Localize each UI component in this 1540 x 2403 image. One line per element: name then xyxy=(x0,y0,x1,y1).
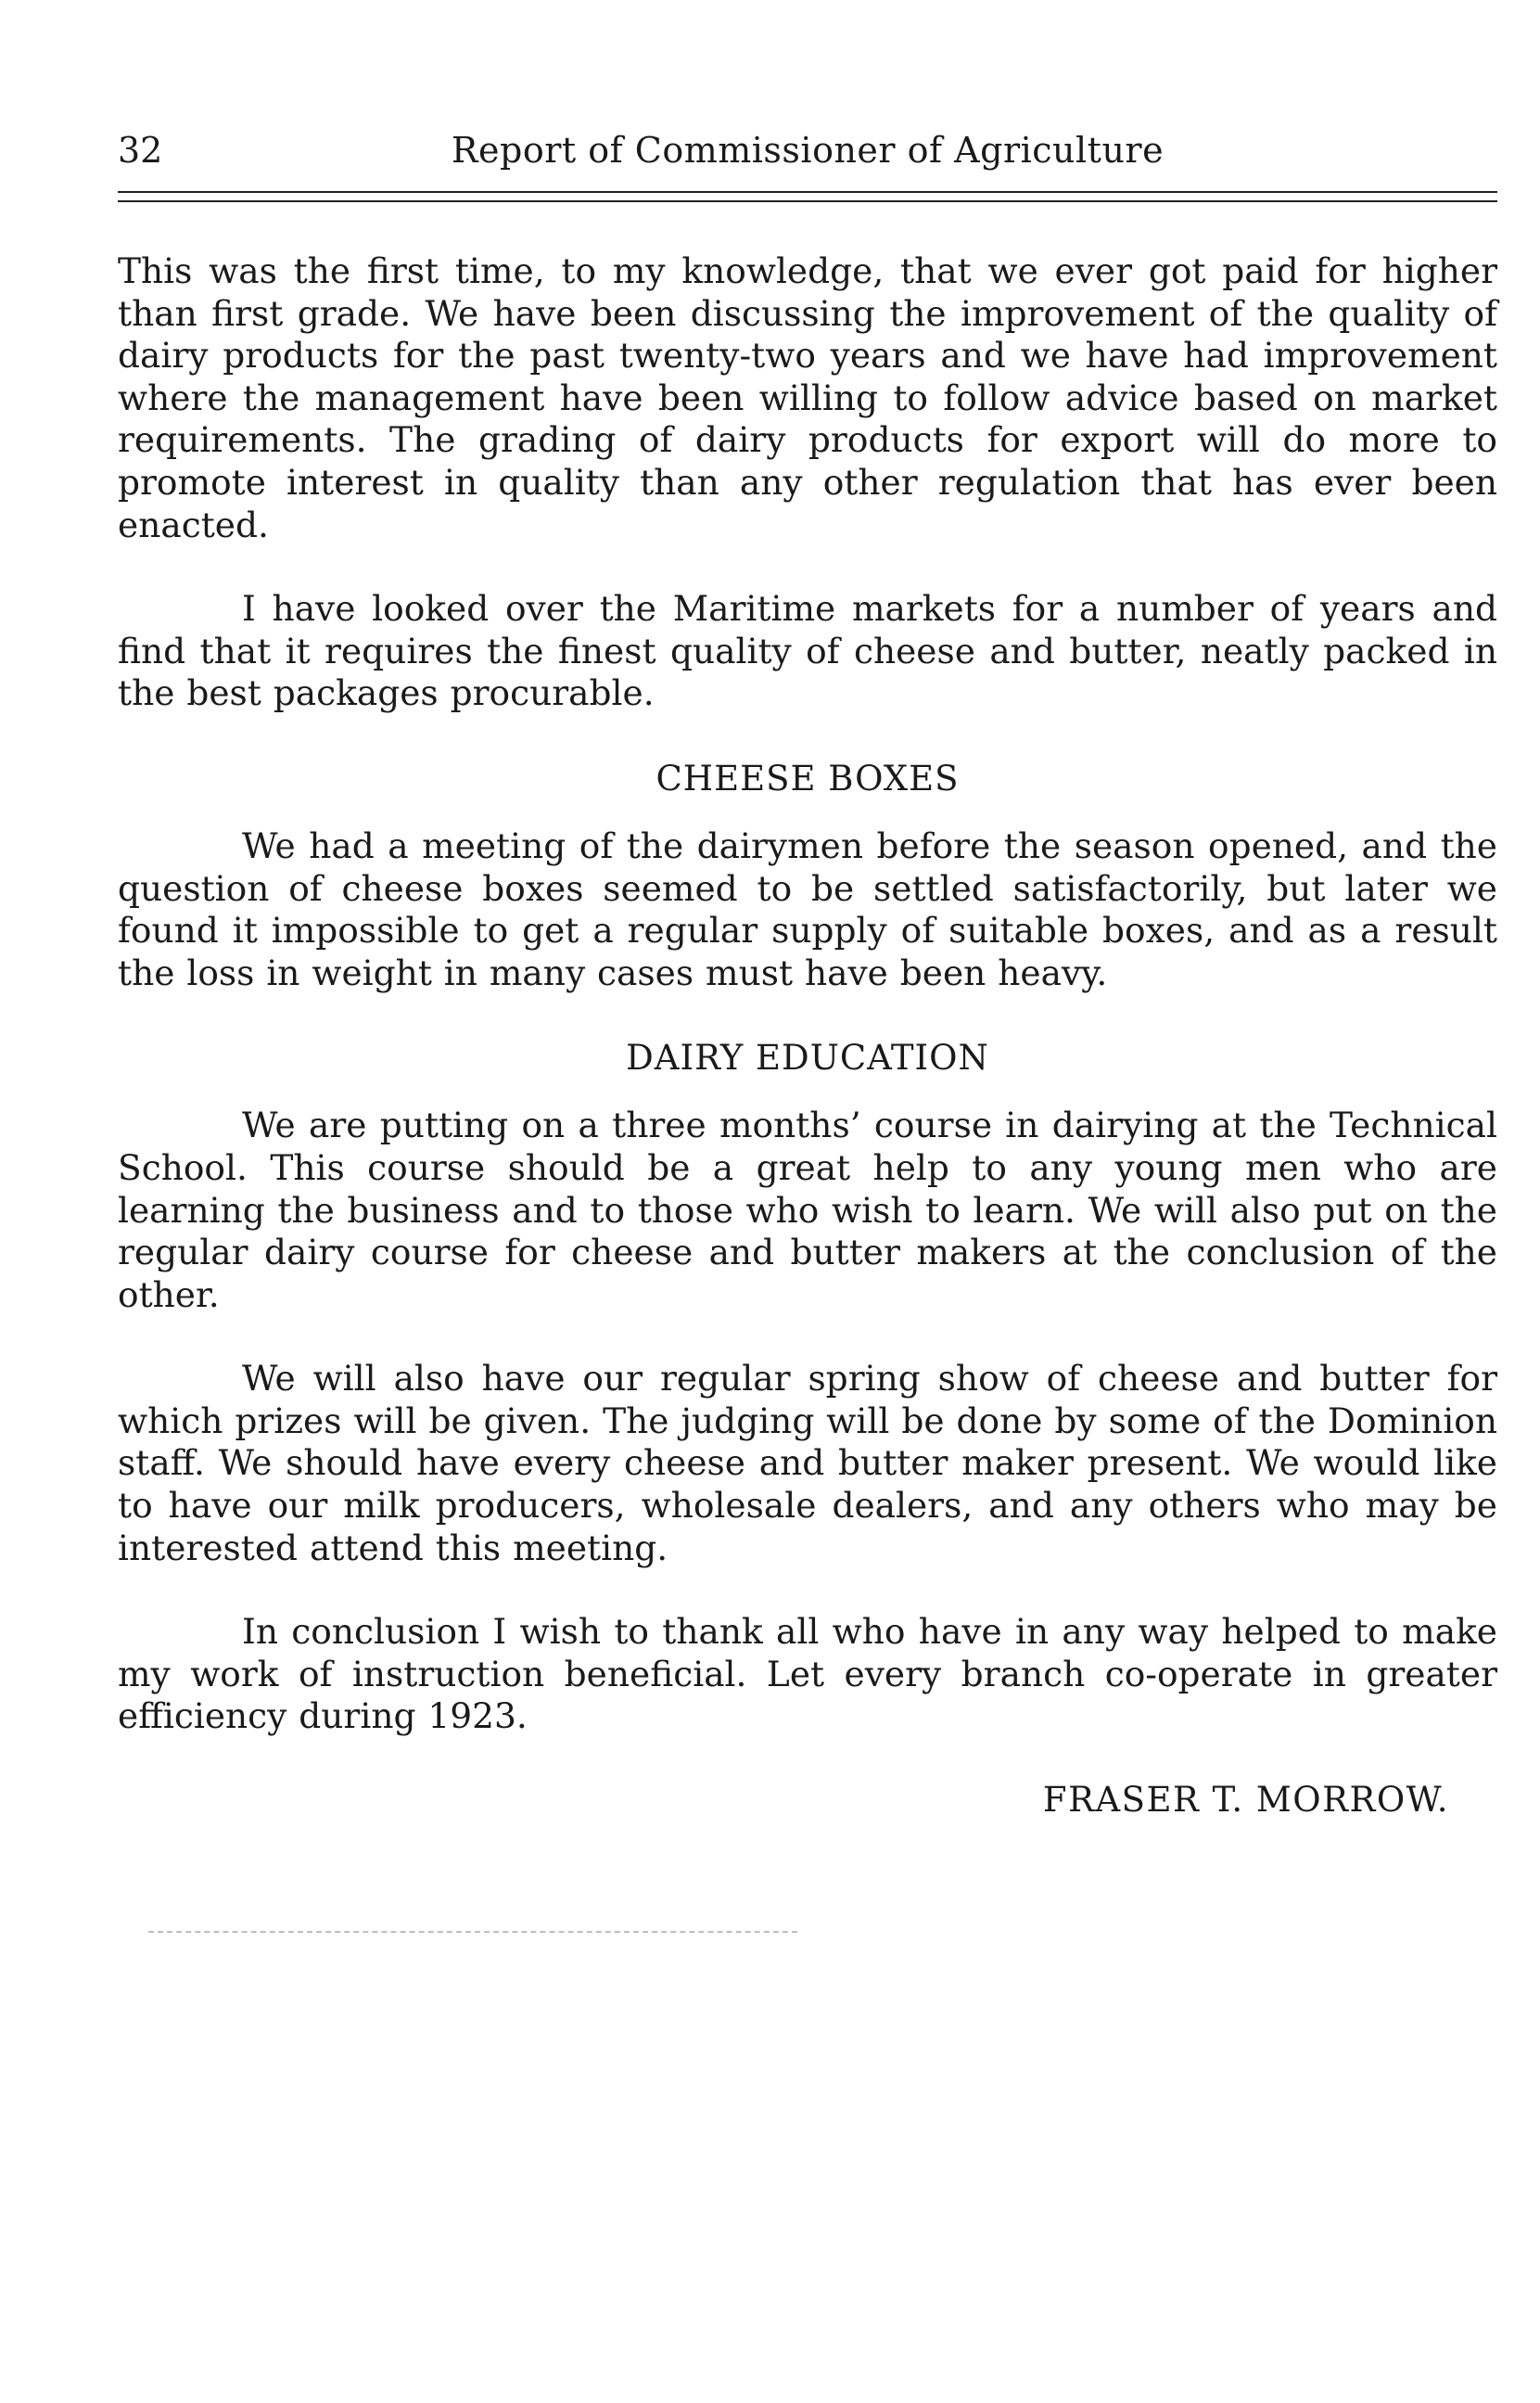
signature: FRASER T. MORROW. xyxy=(1042,1780,1449,1821)
header-rule-top xyxy=(118,191,1497,193)
paragraph-5: We will also have our regular spring show of cheese and butter for which prizes will be given. The judging will be done by some of the Dominion staff. We should have every cheese and butter maker present. We would like to have our milk producers, wholesale dealers, and any others who may be interested attend this meeting. xyxy=(118,1358,1497,1568)
faint-dashed-rule xyxy=(148,1931,797,1933)
paragraph-2: I have looked over the Maritime markets for a number of years and find that it requires the finest quality of cheese and butter, neatly packed in the best packages procurable. xyxy=(118,588,1497,714)
paragraph-4: We are putting on a three months’ course in dairying at the Technical School. This course should be a great help to any young men who are learning the business and to those who wish to learn. We will also put on the regular dairy course for cheese and butter makers at the conclusion of the other. xyxy=(118,1105,1497,1315)
paragraph-6: In conclusion I wish to thank all who have in any way helped to make my work of instruction beneficial. Let every branch co-operate in greater efficiency during 1923. xyxy=(118,1611,1497,1737)
section-heading-cheese-boxes: CHEESE BOXES xyxy=(655,758,960,799)
running-header xyxy=(118,122,1497,178)
body-text xyxy=(118,250,1497,1821)
section-heading-dairy-education: DAIRY EDUCATION xyxy=(626,1038,989,1079)
running-title: Report of Commissioner of Agriculture xyxy=(451,130,1165,171)
header-rule-bottom xyxy=(118,200,1497,202)
paragraph-1: This was the first time, to my knowledge, that we ever got paid for higher than first grade. We have been discussing the improvement of the quality of dairy products for the past twenty-two years and we have had improvement where the management have been willing to follow advice based on market requirements. The grading of dairy products for export will do more to promote interest in quality than any other regulation that has ever been enacted. xyxy=(118,250,1497,545)
page-number: 32 xyxy=(118,130,163,171)
paragraph-3: We had a meeting of the dairymen before the season opened, and the question of cheese boxes seemed to be settled satisfactorily, but later we found it impossible to get a regular supply of suitable boxes, and as a result the loss in weight in many cases must have been heavy. xyxy=(118,824,1497,993)
